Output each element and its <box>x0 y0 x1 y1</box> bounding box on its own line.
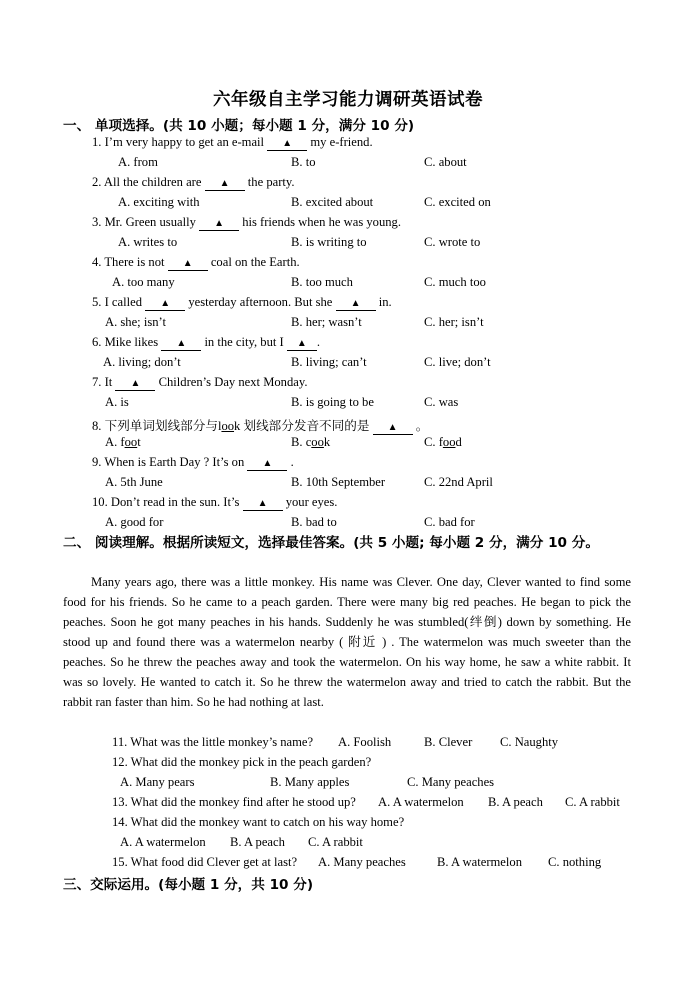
q9-option-a: A. 5th June <box>105 475 163 489</box>
q5-text: 5. I called <box>92 295 142 309</box>
answer-blank[interactable] <box>115 376 155 391</box>
question-1 <box>92 135 373 151</box>
q11-option-a: A. Foolish <box>338 735 392 749</box>
q14-text: 14. What did the monkey want to catch on his way home? <box>112 815 405 829</box>
q14-option-a: A. A watermelon <box>120 835 206 849</box>
q2-option-a: A. exciting with <box>118 195 200 209</box>
q1-option-b: B. to <box>291 155 316 169</box>
q5-text-end: in. <box>378 295 392 309</box>
triangle-icon: ▲ <box>262 458 273 469</box>
section-2-heading: 二、 阅读理解。根据所读短文，选择最佳答案。(共 5 小题; 每小题 2 分，满分 10 分。 <box>63 535 599 551</box>
q8-word-end: k <box>234 419 241 433</box>
question-14 <box>112 815 404 830</box>
q7-text-end: Children’s Day next Monday. <box>158 375 308 389</box>
q8-b-underlined: oo <box>311 435 324 449</box>
q7-option-c: C. was <box>424 395 459 409</box>
q2-text-end: the party. <box>247 175 295 189</box>
q10-option-b: B. bad to <box>291 515 337 529</box>
exam-title: 六年级自主学习能力调研英语试卷 <box>213 90 483 110</box>
triangle-icon: ▲ <box>182 258 193 269</box>
q8-c-pre: C. f <box>424 435 443 449</box>
q11-text: 11. What was the little monkey’s name? <box>112 735 314 749</box>
answer-blank[interactable] <box>267 136 307 151</box>
q6-text: 6. Mike likes <box>92 335 159 349</box>
q3-option-c: C. wrote to <box>424 235 481 249</box>
q15-option-c: C. nothing <box>548 855 602 869</box>
q8-a-underlined: oo <box>124 435 138 449</box>
q12-text: 12. What did the monkey pick in the peach garden? <box>112 755 372 769</box>
q13-option-b: B. A peach <box>488 795 543 809</box>
question-7 <box>92 375 308 391</box>
q13-option-a: A. A watermelon <box>378 795 464 809</box>
q11-option-b: B. Clever <box>424 735 473 749</box>
answer-blank-2[interactable] <box>336 296 376 311</box>
q8-option-a <box>105 435 141 450</box>
answer-blank[interactable] <box>205 176 245 191</box>
q12-option-c: C. Many peaches <box>407 775 495 789</box>
answer-blank-2[interactable] <box>287 336 317 351</box>
question-8 <box>92 415 428 435</box>
question-11 <box>112 735 313 750</box>
question-15 <box>112 855 297 870</box>
q8-text-end: 。 <box>415 419 429 433</box>
q5-option-c: C. her; isn’t <box>424 315 484 329</box>
triangle-icon: ▲ <box>160 298 171 309</box>
q2-text: 2. All the children are <box>92 175 202 189</box>
q3-option-a: A. writes to <box>118 235 178 249</box>
q9-text-end: . <box>290 455 294 469</box>
q1-option-c: C. about <box>424 155 467 169</box>
q13-option-c: C. A rabbit <box>565 795 620 809</box>
answer-blank[interactable] <box>243 496 283 511</box>
q10-option-c: C. bad for <box>424 515 475 529</box>
q8-option-b <box>291 435 330 450</box>
q4-option-b: B. too much <box>291 275 353 289</box>
q3-text: 3. Mr. Green usually <box>92 215 196 229</box>
q4-option-c: C. much too <box>424 275 486 289</box>
q5-text-mid: yesterday afternoon. But she <box>188 295 333 309</box>
q6-option-c: C. live; don’t <box>424 355 491 369</box>
triangle-icon: ▲ <box>282 138 293 149</box>
question-12 <box>112 755 371 770</box>
q8-b-post: k <box>323 435 331 449</box>
question-2 <box>92 175 295 191</box>
triangle-icon: ▲ <box>387 422 398 433</box>
q8-text: 8. 下列单词划线部分与l <box>92 419 222 433</box>
answer-blank[interactable] <box>161 336 201 351</box>
q8-option-c <box>424 435 462 450</box>
q4-text: 4. There is not <box>92 255 165 269</box>
q15-option-b: B. A watermelon <box>437 855 522 869</box>
q8-underlined-letters: oo <box>221 419 235 433</box>
answer-blank[interactable] <box>199 216 239 231</box>
triangle-icon: ▲ <box>257 498 268 509</box>
q6-text-end: . <box>316 335 321 349</box>
triangle-icon: ▲ <box>176 338 187 349</box>
q8-text-mid: 划线部分发音不同的是 <box>240 419 370 433</box>
triangle-icon: ▲ <box>219 178 230 189</box>
q14-option-c: C. A rabbit <box>308 835 363 849</box>
q9-option-c: C. 22nd April <box>424 475 493 489</box>
answer-blank[interactable] <box>373 420 413 435</box>
q10-text-end: your eyes. <box>285 495 338 509</box>
q6-option-b: B. living; can’t <box>291 355 367 369</box>
q1-text: 1. I’m very happy to get an e-mail <box>92 135 265 149</box>
q5-option-b: B. her; wasn’t <box>291 315 362 329</box>
triangle-icon: ▲ <box>214 218 224 229</box>
question-13 <box>112 795 356 810</box>
q8-a-pre: A. f <box>105 435 125 449</box>
q8-b-pre: B. c <box>291 435 312 449</box>
triangle-icon: ▲ <box>296 338 307 349</box>
triangle-icon: ▲ <box>130 378 141 389</box>
q9-text: 9. When is Earth Day ? It’s on <box>92 455 245 469</box>
question-10 <box>92 495 337 511</box>
q12-option-b: B. Many apples <box>270 775 350 789</box>
q7-option-a: A. is <box>105 395 129 409</box>
q6-option-a: A. living; don’t <box>103 355 181 369</box>
q14-option-b: B. A peach <box>230 835 285 849</box>
q3-option-b: B. is writing to <box>291 235 367 249</box>
q8-c-post: d <box>455 435 462 449</box>
q15-text: 15. What food did Clever get at last? <box>112 855 298 869</box>
answer-blank[interactable] <box>247 456 287 471</box>
q5-option-a: A. she; isn’t <box>105 315 166 329</box>
q7-option-b: B. is going to be <box>291 395 374 409</box>
question-9 <box>92 455 294 471</box>
q8-a-post: t <box>137 435 141 449</box>
reading-passage: Many years ago, there was a little monkey. His name was Clever. One day, Clever wanted to find some food for his friends. So he came to a peach garden. There were many big red peaches. He began to pick the peaches. Soon he got many peaches in his hands. Suddenly he was stumbled(绊倒) down by something. He stood up and found there was a watermelon nearby ( 附近 ) . The watermelon was much sweeter than the peaches. So he threw the peaches away and took the watermelon. On his way home, he saw a white rabbit. It was so lovely. He wanted to catch it. So he threw the watermelon away and tried to catch the rabbit. But the rabbit ran faster than him. So he had nothing at last. <box>63 575 631 709</box>
q6-text-mid: in the city, but I <box>204 335 284 349</box>
question-5 <box>92 295 392 311</box>
q2-option-c: C. excited on <box>424 195 491 209</box>
question-3 <box>92 215 401 231</box>
q4-option-a: A. too many <box>112 275 175 289</box>
q10-text: 10. Don’t read in the sun. It’s <box>92 495 240 509</box>
q7-text: 7. It <box>92 375 113 389</box>
question-6 <box>92 335 320 351</box>
question-4 <box>92 255 300 271</box>
q2-option-b: B. excited about <box>291 195 374 209</box>
q4-text-end: coal on the Earth. <box>210 255 300 269</box>
section-3-heading: 三、交际运用。(每小题 1 分，共 10 分) <box>63 877 314 893</box>
q1-option-a: A. from <box>118 155 158 169</box>
q15-option-a: A. Many peaches <box>318 855 406 869</box>
q3-text-end: his friends when he was young. <box>242 215 401 229</box>
q9-option-b: B. 10th September <box>291 475 386 489</box>
q11-option-c: C. Naughty <box>500 735 559 749</box>
answer-blank[interactable] <box>168 256 208 271</box>
q8-c-underlined: oo <box>442 435 456 449</box>
q13-text: 13. What did the monkey find after he stood up? <box>112 795 356 809</box>
q10-option-a: A. good for <box>105 515 164 529</box>
triangle-icon: ▲ <box>350 298 361 309</box>
answer-blank[interactable] <box>145 296 185 311</box>
q12-option-a: A. Many pears <box>120 775 195 789</box>
q1-text-end: my e-friend. <box>310 135 373 149</box>
section-1-heading: 一、 单项选择。(共 10 小题；每小题 1 分，满分 10 分) <box>63 118 415 134</box>
